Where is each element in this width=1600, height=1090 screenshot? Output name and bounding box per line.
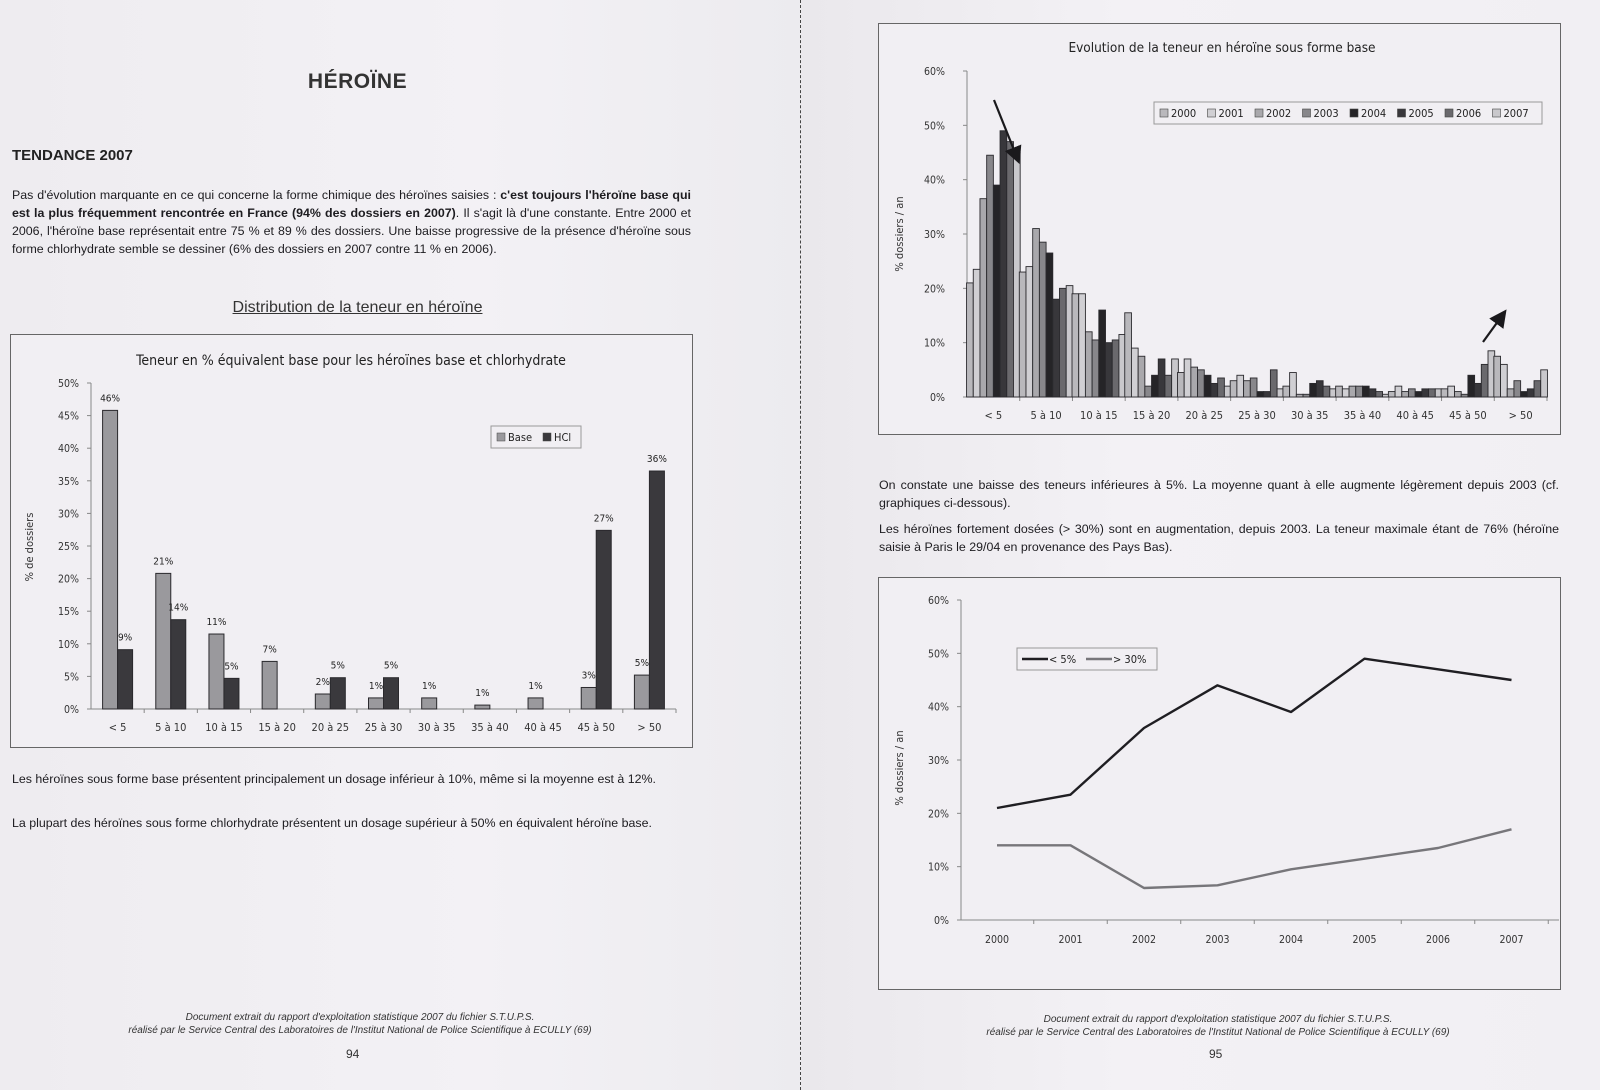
y-tick-label: 15% (58, 606, 79, 619)
data-label: 21% (153, 556, 174, 568)
bar-base (422, 698, 437, 709)
bar-2005 (1527, 389, 1534, 397)
legend-label: HCl (554, 431, 572, 444)
section-heading: TENDANCE 2007 (12, 147, 133, 164)
bar-2000 (1072, 294, 1079, 397)
bar-2000 (1388, 392, 1395, 397)
data-label: 9% (117, 632, 133, 644)
legend-swatch-2002 (1255, 109, 1263, 117)
y-tick-label: 0% (930, 392, 945, 404)
legend-swatch-2001 (1208, 109, 1216, 117)
x-tick-label: 45 à 50 (1449, 409, 1487, 422)
y-tick-label: 60% (924, 66, 945, 78)
bar-2002 (980, 199, 987, 397)
x-tick-label: < 5 (108, 721, 127, 734)
bar-2002 (1507, 389, 1514, 397)
y-tick-label: 30% (58, 508, 79, 521)
legend-swatch-hcl (543, 433, 551, 441)
bar-2004 (1152, 375, 1159, 397)
x-tick-label: 35 à 40 (471, 721, 509, 734)
distribution-chart-frame (10, 334, 693, 748)
bar-2003 (1303, 394, 1310, 397)
bar-2001 (1342, 389, 1349, 397)
bar-base (475, 705, 490, 709)
legend-label: 2007 (1503, 107, 1529, 120)
data-label: 5% (383, 660, 399, 672)
y-tick-label: 10% (928, 861, 949, 874)
x-tick-label: 35 à 40 (1343, 409, 1382, 422)
bar-2001 (1501, 364, 1508, 397)
bar-2004 (1257, 392, 1264, 397)
y-tick-label: 5% (64, 671, 79, 684)
bar-2000 (1336, 386, 1343, 397)
x-tick-label: > 50 (637, 721, 662, 734)
bar-2004 (1521, 392, 1528, 397)
bar-hcl (649, 471, 664, 709)
y-tick-label: 10% (58, 638, 79, 651)
paragraph-trend: On constate une baisse des teneurs inférieures à 5%. La moyenne quant à elle augmente légèrement depuis 2003 (cf. graphiques ci-dessous). (879, 478, 1559, 510)
page-number: 94 (346, 1047, 360, 1061)
legend-label: 2001 (1218, 107, 1244, 120)
y-tick-label: 10% (924, 337, 945, 350)
y-tick-label: 0% (64, 704, 79, 716)
legend-label: 2004 (1361, 107, 1387, 120)
legend-label: 2002 (1266, 107, 1292, 120)
bar-2002 (1455, 392, 1462, 397)
chart-title: Evolution de la teneur en héroïne sous forme base (1068, 40, 1376, 56)
bar-2006 (1429, 389, 1436, 397)
data-label: 27% (593, 513, 614, 525)
data-label: 14% (168, 602, 189, 614)
intro-text: . Il s'agit là d'une constante. Entre 2000 et 2006, l'héroïne base représentait entre 75 % et 89 % des dossiers. Une baisse progressive de la présence d'héroïne sous forme chlorhydrate semble se dessiner (6% des dossiers en 2007 contre 11 % en 2006). (12, 206, 691, 256)
bar-2001 (1026, 267, 1033, 397)
legend-label: 2006 (1456, 107, 1482, 120)
bar-2000 (1177, 373, 1184, 397)
bar-2004 (1046, 253, 1053, 397)
x-tick-label: 30 à 35 (417, 721, 456, 734)
bar-base (209, 634, 224, 709)
x-tick-label: 2007 (1499, 934, 1524, 946)
data-label: 7% (262, 644, 277, 656)
legend-label: > 30% (1113, 653, 1147, 666)
bar-2000 (1494, 356, 1501, 397)
x-tick-label: 10 à 15 (205, 721, 243, 734)
y-tick-label: 60% (928, 595, 949, 607)
x-tick-label: 25 à 30 (1238, 409, 1276, 422)
bar-2004 (1415, 392, 1422, 397)
bar-2005 (1106, 343, 1113, 397)
bar-2005 (1053, 299, 1060, 397)
x-tick-label: 30 à 35 (1290, 409, 1329, 422)
data-label: 5% (224, 661, 239, 673)
footer-line-1: Document extrait du rapport d'exploitation statistique 2007 du fichier S.T.U.P.S. (185, 1012, 535, 1023)
bar-2001 (1395, 386, 1402, 397)
bar-2005 (1422, 389, 1429, 397)
legend-label: 2003 (1313, 107, 1339, 120)
bar-2002 (1244, 381, 1251, 397)
bar-2006 (1376, 392, 1383, 397)
evolution-bar-chart-frame (878, 23, 1561, 435)
intro-text: Pas d'évolution marquante en ce qui concerne la forme chimique des héroïnes saisies : (12, 188, 501, 202)
data-label: 1% (368, 680, 384, 692)
data-label: 36% (646, 454, 667, 466)
bar-2002 (1191, 367, 1198, 397)
bar-base (262, 661, 277, 709)
bar-2006 (1270, 370, 1277, 397)
x-tick-label: 2005 (1352, 934, 1377, 946)
bar-2002 (1296, 394, 1303, 397)
intro-emphasis: c'est toujours l'héroïne base qui est la plus fréquemment rencontrée en France (94% des dossiers en 2007) (12, 188, 691, 220)
chart-heading: Distribution de la teneur en héroïne (232, 299, 483, 316)
y-tick-label: 50% (928, 648, 949, 661)
data-label: 3% (581, 670, 596, 682)
bar-2000 (1441, 389, 1448, 397)
x-tick-label: 20 à 25 (311, 721, 350, 734)
evolution-line-chart (879, 578, 1560, 989)
bar-2005 (1264, 392, 1271, 397)
legend-label: 2005 (1408, 107, 1434, 120)
x-tick-label: > 50 (1508, 409, 1533, 422)
legend-label: Base (508, 431, 533, 444)
bar-2004 (1204, 375, 1211, 397)
legend-swatch-2003 (1303, 109, 1311, 117)
bar-2003 (1461, 394, 1468, 397)
bar-2003 (1250, 378, 1257, 397)
series-line-below-5 (997, 659, 1512, 808)
bar-hcl (224, 678, 239, 709)
y-tick-label: 20% (928, 808, 949, 821)
data-label: 46% (100, 393, 121, 405)
data-label: 11% (206, 617, 227, 629)
x-tick-label: 5 à 10 (155, 721, 187, 734)
y-axis-label: % de dossiers (23, 512, 36, 582)
bar-2002 (1402, 392, 1409, 397)
footer (60, 1011, 660, 1037)
bar-2000 (1019, 272, 1026, 397)
bar-2004 (1099, 310, 1106, 397)
bar-2003 (1198, 370, 1205, 397)
up-arrow-icon (1483, 313, 1504, 342)
x-tick-label: 2004 (1278, 934, 1304, 946)
x-tick-label: 45 à 50 (577, 721, 615, 734)
data-label: 1% (475, 688, 490, 700)
bar-2004 (993, 185, 1000, 397)
bar-base (369, 698, 384, 709)
bar-2002 (1349, 386, 1356, 397)
bar-2003 (1145, 386, 1152, 397)
bar-2003 (1514, 381, 1521, 397)
footer-line-2: réalisé par le Service Central des Laboratoires de l'Institut National de Police Scientifique à ECULLY (69) (986, 1027, 1450, 1038)
bar-2001 (1448, 386, 1455, 397)
y-tick-label: 0% (934, 915, 949, 927)
bar-2006 (1059, 288, 1066, 397)
bar-2003 (1092, 340, 1099, 397)
chart-title: Teneur en % équivalent base pour les héroïnes base et chlorhydrate (136, 353, 566, 369)
bar-2004 (1468, 375, 1475, 397)
legend-label: < 5% (1049, 653, 1077, 666)
x-tick-label: 2000 (984, 934, 1010, 946)
y-tick-label: 20% (924, 283, 945, 296)
bar-2001 (1184, 359, 1191, 397)
bar-hcl (171, 620, 186, 709)
bar-2006 (1165, 375, 1172, 397)
bar-2004 (1362, 386, 1369, 397)
data-label: 5% (634, 658, 650, 670)
bar-2007 (1541, 370, 1548, 397)
y-axis-label: % dossiers / an (893, 730, 906, 806)
bar-base (156, 573, 171, 709)
bar-2005 (1316, 381, 1323, 397)
x-tick-label: 2003 (1205, 934, 1230, 946)
y-tick-label: 40% (928, 701, 949, 714)
data-label: 1% (528, 680, 543, 692)
bar-2002 (1138, 356, 1145, 397)
bar-2002 (1033, 229, 1040, 397)
x-tick-label: 2006 (1425, 934, 1451, 946)
data-label: 2% (315, 677, 330, 689)
footer (918, 1013, 1518, 1039)
bar-base (103, 410, 118, 709)
bar-2000 (967, 283, 974, 397)
bar-2001 (1131, 348, 1138, 397)
bar-2000 (1125, 313, 1132, 397)
bar-2006 (1218, 378, 1225, 397)
x-tick-label: < 5 (984, 409, 1003, 422)
bar-2001 (1237, 375, 1244, 397)
x-tick-label: 2002 (1131, 934, 1157, 946)
bar-2003 (987, 155, 994, 397)
bar-2004 (1310, 383, 1317, 397)
y-tick-label: 40% (58, 443, 79, 456)
bar-hcl (384, 678, 399, 709)
footer-line-1: Document extrait du rapport d'exploitation statistique 2007 du fichier S.T.U.P.S. (1043, 1014, 1393, 1025)
legend-swatch-2007 (1493, 109, 1501, 117)
x-tick-label: 10 à 15 (1080, 409, 1118, 422)
legend-swatch-2000 (1160, 109, 1168, 117)
bar-2005 (1475, 383, 1482, 397)
bar-2005 (1369, 389, 1376, 397)
bar-2005 (1158, 359, 1165, 397)
x-tick-label: 40 à 45 (524, 721, 562, 734)
distribution-chart (11, 335, 692, 747)
y-tick-label: 45% (58, 410, 79, 423)
y-tick-label: 30% (928, 755, 949, 767)
data-label: 1% (422, 680, 437, 692)
y-tick-label: 50% (924, 120, 945, 133)
x-tick-label: 40 à 45 (1396, 409, 1434, 422)
bar-hcl (330, 678, 345, 709)
legend-label: 2000 (1171, 107, 1197, 120)
right-page (801, 0, 1600, 1090)
bar-2001 (1079, 294, 1086, 397)
bar-base (634, 675, 649, 709)
x-tick-label: 25 à 30 (364, 721, 403, 734)
series-line-above-30 (997, 829, 1512, 888)
bar-hcl (596, 530, 611, 709)
bar-base (315, 694, 330, 709)
legend-swatch-2006 (1445, 109, 1453, 117)
y-axis-label: % dossiers / an (893, 196, 906, 272)
bar-2003 (1408, 389, 1415, 397)
y-tick-label: 20% (58, 573, 79, 586)
bar-2006 (1534, 381, 1541, 397)
y-tick-label: 35% (58, 475, 79, 488)
legend-swatch-2005 (1398, 109, 1406, 117)
bar-2003 (1356, 386, 1363, 397)
legend-swatch-base (497, 433, 505, 441)
y-tick-label: 50% (58, 378, 79, 390)
footer-line-2: réalisé par le Service Central des Laboratoires de l'Institut National de Police Scientifique à ECULLY (69) (128, 1025, 592, 1036)
bar-2000 (1230, 381, 1237, 397)
bar-2000 (1283, 386, 1290, 397)
paragraph-hcl: La plupart des héroïnes sous forme chlorhydrate présentent un dosage supérieur à 50% en équivalent héroïne base. (12, 816, 652, 830)
bar-2005 (1000, 131, 1007, 397)
bar-2006 (1112, 340, 1119, 397)
x-tick-label: 15 à 20 (1132, 409, 1171, 422)
x-tick-label: 5 à 10 (1030, 409, 1062, 422)
y-tick-label: 30% (924, 229, 945, 241)
bar-2001 (1290, 373, 1297, 397)
evolution-bar-chart (879, 24, 1560, 434)
paragraph-base: Les héroïnes sous forme base présentent principalement un dosage inférieur à 10%, même si la moyenne est à 12%. (12, 772, 656, 786)
y-tick-label: 40% (924, 174, 945, 187)
bar-2006 (1481, 364, 1488, 397)
legend-swatch-2004 (1350, 109, 1358, 117)
bar-2001 (973, 269, 980, 397)
intro-paragraph (12, 186, 691, 258)
bar-2002 (1085, 332, 1092, 397)
bar-base (528, 698, 543, 709)
bar-hcl (118, 650, 133, 709)
x-tick-label: 20 à 25 (1185, 409, 1224, 422)
paragraph-high-dose: Les héroïnes fortement dosées (> 30%) sont en augmentation, depuis 2003. La teneur maximale étant de 76% (héroïne saisie à Paris le 29/04 en provenance des Pays Bas). (879, 522, 1559, 554)
bar-base (581, 687, 596, 709)
data-label: 5% (330, 660, 345, 672)
bar-2003 (1039, 242, 1046, 397)
page-number: 95 (1209, 1047, 1223, 1061)
bar-2005 (1211, 383, 1218, 397)
x-tick-label: 15 à 20 (258, 721, 296, 734)
x-tick-label: 2001 (1058, 934, 1083, 946)
page-title: HÉROÏNE (307, 70, 408, 93)
evolution-line-chart-frame (878, 577, 1561, 990)
bar-2006 (1323, 386, 1330, 397)
bar-2006 (1007, 142, 1014, 397)
y-tick-label: 25% (58, 541, 79, 553)
